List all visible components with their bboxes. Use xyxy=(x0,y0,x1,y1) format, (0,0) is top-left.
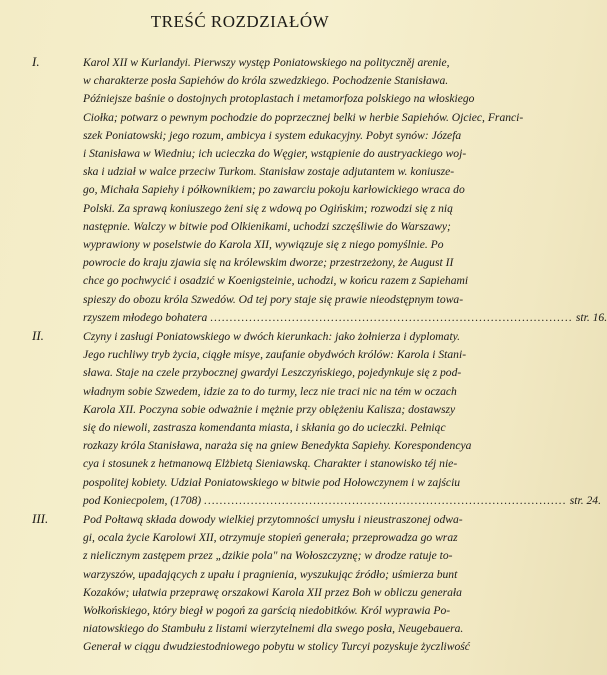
text-line: Karola XII. Poczyna sobie odważnie i mężnie przy oblężeniu Kalisza; dostawszy xyxy=(83,402,456,416)
text-line: Czyny i zasługi Poniatowskiego w dwóch kierunkach: jako żołnierza i dyplomaty. xyxy=(83,330,461,343)
text-line: warzyszów, upadających z upału i pragnienia, wyszukując źródło; uśmierza bunt xyxy=(83,567,458,581)
text-line: następnie. Walczy w bitwie pod Olkienikami, uchodzi szczęśliwie do Warszawy; xyxy=(83,219,451,233)
text-line: ska i udział w walce przeciw Turkom. Stanisław zostaje adjutantem w. koniusze- xyxy=(83,165,455,179)
text-line: Polski. Za sprawą koniuszego żeni się z wdową po Ogińskim; rozwodzi się z nią xyxy=(83,201,453,215)
page-reference: str. 24. xyxy=(569,493,601,507)
text-line: Ciołka; potwarz o pewnym pochodzie do poprzecznej belki w herbie Sapiehów. Ojciec, Franci- xyxy=(83,110,524,124)
text-line: pospolitej kobiety. Udział Poniatowskiego w bitwie pod Hołowczynem i w zajściu xyxy=(83,475,461,489)
text-line: Wołkońskiego, który biegł w pogoń za garścią niedobitków. Król wyprawia Po- xyxy=(83,604,451,618)
text-line: się do niewoli, zastrasza komendanta miasta, i skłania go do ucieczki. Pełniąc xyxy=(83,421,446,435)
text-line-end: rzyszem młodego bohatera xyxy=(83,310,208,324)
text-line: szek Poniatowski; jego rozum, ambicya i system edukacyjny. Pobyt synów: Józefa xyxy=(83,128,462,142)
text-line: Późniejsze baśnie o dostojnych protoplastach i metamorfoza polskiego na włoskiego xyxy=(83,92,475,106)
text-line: władnym sobie Szwedem, idzie za to do turmy, lecz nie traci nic na tém w oczach xyxy=(83,384,457,398)
chapter-summary xyxy=(83,328,601,510)
text-line: cya i stosunek z hetmanową Elżbietą Sieniawską. Charakter i stanowisko téj nie- xyxy=(83,457,458,471)
leader-dots: ............................................................................................. xyxy=(210,310,573,324)
chapter-number: I. xyxy=(32,54,40,69)
chapter-summary xyxy=(83,54,607,327)
text-line: rozkazy króla Stanisława, naraża się na gniew Benedykta Sapiehy. Korespondencya xyxy=(83,439,472,453)
text-line: Karol XII w Kurlandyi. Pierwszy występ Poniatowskiego na polityczněj arenie, xyxy=(83,56,450,69)
text-line: spieszy do obozu króla Szwedów. Od tej pory staje się prawie nieodstępnym towa- xyxy=(83,292,464,306)
text-line: gi, ocala życie Karolowi XII, otrzymuje stopień generała; przeprowadza go wraz xyxy=(83,531,458,545)
text-line: Jego ruchliwy tryb życia, ciągłe misye, zaufanie obydwóch królów: Karola i Stani- xyxy=(83,348,467,362)
page-heading: TREŚĆ ROZDZIAŁÓW xyxy=(150,12,330,31)
text-line: wyprawiony w poselstwie do Karola XII, wywiązuje się z niego pomyślnie. Po xyxy=(83,238,444,252)
page-reference: str. 16. xyxy=(575,310,607,324)
text-line-end: pod Koniecpolem, (1708) xyxy=(83,493,202,507)
text-line: Kozaków; ułatwia przeprawę orszakowi Karola XII przez Boh w obliczu generała xyxy=(83,585,462,599)
text-line: z nielicznym zastępem przez „dzikie pola" na Wołoszczyznę; w drodze ratuje to- xyxy=(83,549,453,563)
chapter-summary xyxy=(83,511,470,657)
text-line: w charakterze posła Sapiehów do króla szwedzkiego. Pochodzenie Stanisława. xyxy=(83,74,449,88)
text-line: Generał w ciągu dwudziestodniowego pobytu w stolicy Turcyi pozyskuje życzliwość xyxy=(83,640,470,654)
text-line: go, Michała Sapiehy i półkownikiem; po zawarciu pokoju karłowickiego wraca do xyxy=(83,183,465,197)
chapter-number: III. xyxy=(32,511,49,526)
text-line: powrocie do kraju zjawia się na królewskim dworze; przestrzeżony, że August II xyxy=(83,256,454,270)
text-line-last xyxy=(83,309,607,327)
text-line: Pod Połtawą składa dowody wielkiej przytomności umysłu i nieustraszonej odwa- xyxy=(83,513,463,526)
text-line: i Stanisława w Wiedniu; ich ucieczka do Węgier, wstąpienie do austryackiego woj- xyxy=(83,147,467,161)
text-line: niatowskiego do Stambułu z listami wierzytelnemi dla swego posła, Neugebauera. xyxy=(83,622,464,636)
chapter-number: II. xyxy=(32,328,44,343)
text-line-last xyxy=(83,492,601,510)
leader-dots: ............................................................................................. xyxy=(204,493,567,507)
text-line: sława. Staje na czele przybocznej gwardyi Leszczyńskiego, pojedynkuje się z pod- xyxy=(83,366,462,380)
text-line: chce go pochwycić i osadzić w Koenigsteinie, uchodzi, w końcu razem z Sapiehami xyxy=(83,274,469,288)
